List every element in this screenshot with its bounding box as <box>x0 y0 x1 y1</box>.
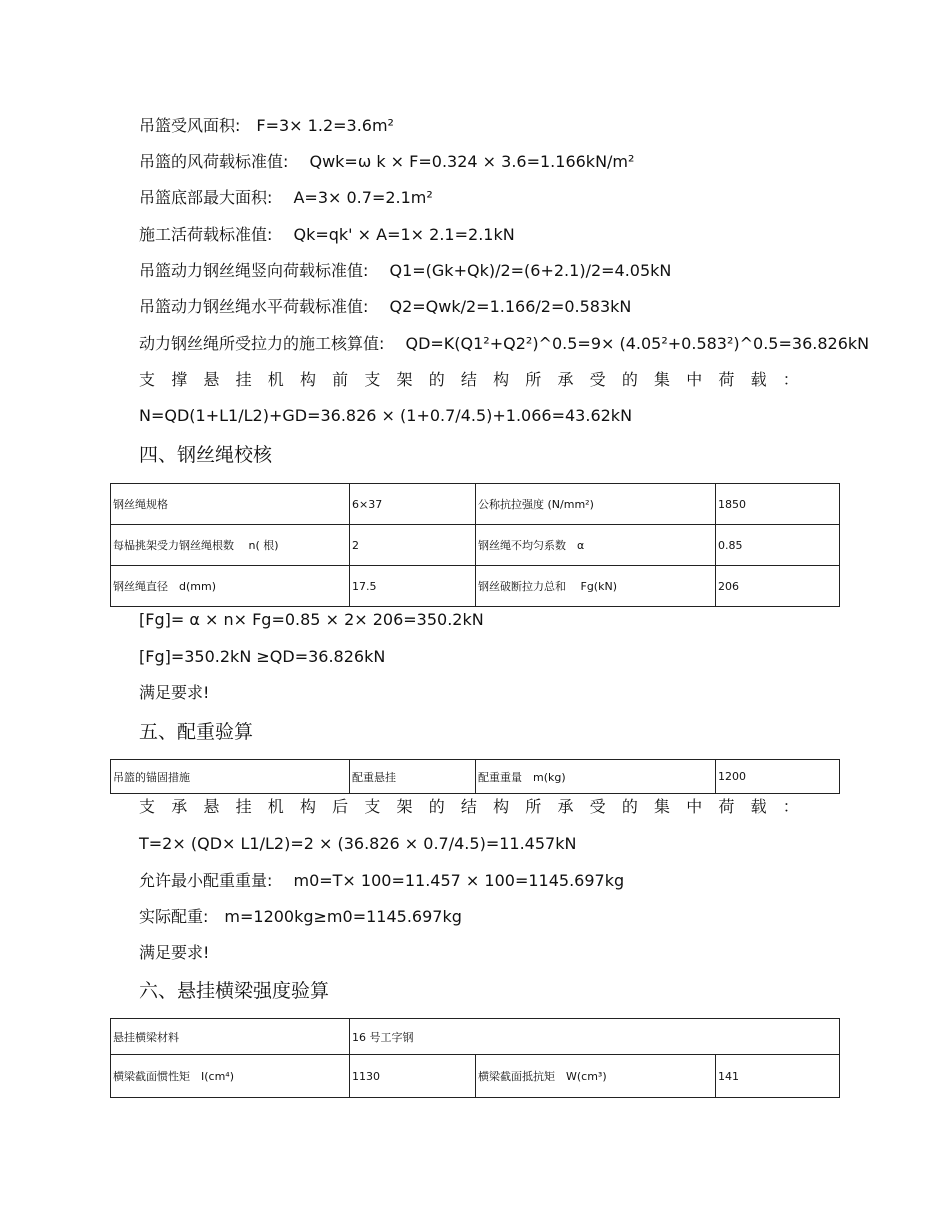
table-cell: 1130 <box>350 1055 476 1098</box>
wind-load-line: 吊篮的风荷载标准值: Qwk=ω k × F=0.324 × 3.6=1.166kN/m² <box>139 152 635 171</box>
table-cell: 2 <box>350 525 476 566</box>
requirement-met-text: 满足要求! <box>139 683 210 702</box>
actual-counterweight-line: 实际配重: m=1200kg≥m0=1145.697kg <box>139 907 462 926</box>
table-cell: 钢丝绳不均匀系数 α <box>476 525 716 566</box>
front-load-formula: N=QD(1+L1/L2)+GD=36.826 × (1+0.7/4.5)+1.066=43.62kN <box>139 406 633 425</box>
wind-area-line: 吊篮受风面积: F=3× 1.2=3.6m² <box>139 116 394 135</box>
table-cell: 配重悬挂 <box>350 760 476 794</box>
table-cell: 钢丝破断拉力总和 Fg(kN) <box>476 566 716 607</box>
table-cell: 横梁截面惯性矩 I(cm⁴) <box>111 1055 350 1098</box>
table-cell: 206 <box>716 566 840 607</box>
horizontal-load-line: 吊篮动力钢丝绳水平荷载标准值: Q2=Qwk/2=1.166/2=0.583kN <box>139 297 632 316</box>
table-cell: 配重重量 m(kg) <box>476 760 716 794</box>
rear-support-text: 支 承 悬 挂 机 构 后 支 架 的 结 构 所 承 受 的 集 中 荷 载 ： <box>139 797 799 816</box>
section-6-heading: 六、悬挂横梁强度验算 <box>139 980 330 1002</box>
table-cell: 0.85 <box>716 525 840 566</box>
table-cell: 6×37 <box>350 484 476 525</box>
table-cell: 横梁截面抵抗矩 W(cm³) <box>476 1055 716 1098</box>
min-counterweight-line: 允许最小配重重量: m0=T× 100=11.457 × 100=1145.697kg <box>139 871 625 890</box>
front-support-text: 支 撑 悬 挂 机 构 前 支 架 的 结 构 所 承 受 的 集 中 荷 载 ： <box>139 370 799 389</box>
rear-load-formula: T=2× (QD× L1/L2)=2 × (36.826 × 0.7/4.5)=11.457kN <box>139 834 577 853</box>
table-row <box>111 1055 840 1098</box>
counterweight-table <box>110 759 840 794</box>
table-cell: 16 号工字钢 <box>350 1019 840 1055</box>
table-cell: 悬挂横梁材料 <box>111 1019 350 1055</box>
table-cell: 1850 <box>716 484 840 525</box>
section-5-heading: 五、配重验算 <box>139 721 254 743</box>
table-cell: 钢丝绳规格 <box>111 484 350 525</box>
table-row <box>111 566 840 607</box>
live-load-line: 施工活荷载标准值: Qk=qk' × A=1× 2.1=2.1kN <box>139 225 515 244</box>
force-compare-line: [Fg]=350.2kN ≥QD=36.826kN <box>139 647 386 666</box>
vertical-load-line: 吊篮动力钢丝绳竖向荷载标准值: Q1=(Gk+Qk)/2=(6+2.1)/2=4.05kN <box>139 261 672 280</box>
tension-check-line: 动力钢丝绳所受拉力的施工核算值: QD=K(Q1²+Q2²)^0.5=9× (4.05²+0.583²)^0.5=36.826kN <box>139 334 870 353</box>
wire-rope-table <box>110 483 840 607</box>
requirement-met-text-2: 满足要求! <box>139 943 210 962</box>
table-cell: 17.5 <box>350 566 476 607</box>
table-row <box>111 525 840 566</box>
table-row <box>111 1019 840 1055</box>
table-cell: 每榀挑架受力钢丝绳根数 n( 根) <box>111 525 350 566</box>
table-cell: 公称抗拉强度 (N/mm²) <box>476 484 716 525</box>
table-cell: 吊篮的锚固措施 <box>111 760 350 794</box>
section-4-heading: 四、钢丝绳校核 <box>139 444 273 466</box>
table-row <box>111 760 840 794</box>
allowable-force-line: [Fg]= α × n× Fg=0.85 × 2× 206=350.2kN <box>139 610 484 629</box>
table-row <box>111 484 840 525</box>
bottom-area-line: 吊篮底部最大面积: A=3× 0.7=2.1m² <box>139 188 433 207</box>
table-cell: 1200 <box>716 760 840 794</box>
table-cell: 钢丝绳直径 d(mm) <box>111 566 350 607</box>
beam-table <box>110 1018 840 1098</box>
table-cell: 141 <box>716 1055 840 1098</box>
